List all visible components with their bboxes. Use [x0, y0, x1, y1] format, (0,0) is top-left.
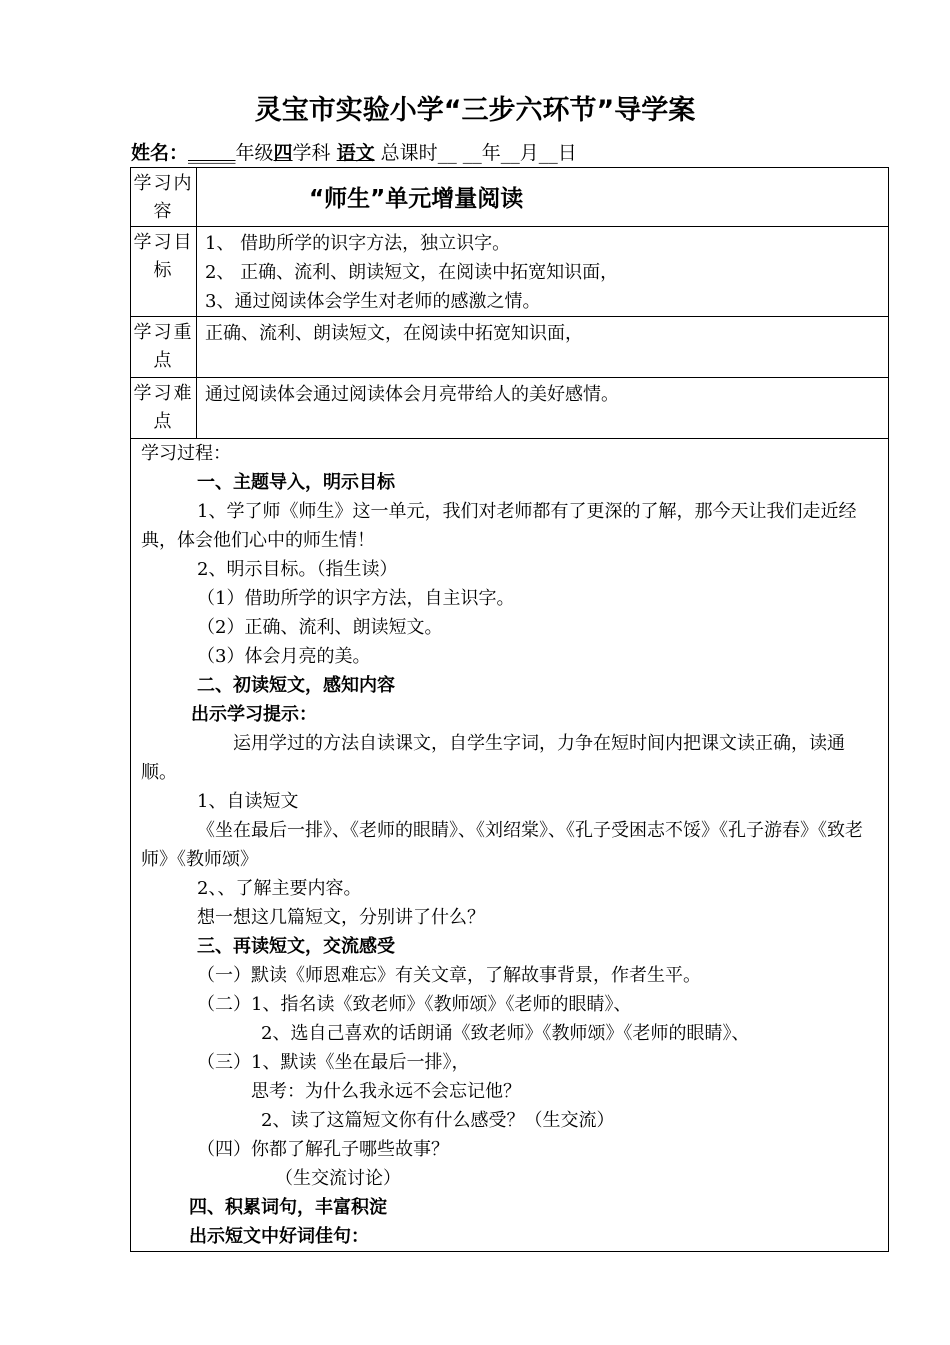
goal-item: 3、通过阅读体会学生对老师的感激之情。: [205, 291, 541, 312]
page-title: 灵宝市实验小学“三步六环节”导学案: [254, 95, 696, 126]
content-label: 学习内容: [131, 168, 197, 227]
paragraph: 想一想这几篇短文，分别讲了什么？: [197, 907, 485, 928]
month-blank: __: [500, 142, 520, 164]
paragraph: （3）体会月亮的美。: [197, 646, 371, 667]
content-value: “师生”单元增量阅读: [309, 186, 524, 212]
difficulty-label: 学习难点: [131, 378, 197, 439]
day-label: 日: [557, 142, 577, 164]
paragraph: 思考：为什么我永远不会忘记他？: [251, 1081, 521, 1102]
goal-item: 2、 正确、流利、朗读短文，在阅读中拓宽知识面，: [205, 262, 619, 283]
subject-value: 语文: [336, 142, 375, 164]
difficulty-row: [131, 378, 889, 439]
content-row: [131, 168, 889, 227]
paragraph: （生交流讨论）: [275, 1168, 401, 1189]
key-value: 正确、流利、朗读短文，在阅读中拓宽知识面，: [205, 323, 583, 344]
goal-label: 学习目标: [131, 227, 197, 317]
total-lessons-blank: __ __: [437, 142, 482, 164]
paragraph: （三）1、默读《坐在最后一排》，: [197, 1052, 470, 1073]
paragraph: 运用学过的方法自读课文，自学生字词，力争在短时间内把课文读正确，读通顺。: [141, 733, 845, 783]
section-heading: 一、主题导入，明示目标: [197, 472, 395, 493]
subject-label: 学科: [292, 142, 331, 164]
difficulty-value: 通过阅读体会通过阅读体会月亮带给人的美好感情。: [205, 384, 619, 405]
goal-cell: [197, 227, 889, 317]
process-cell: [131, 439, 889, 1252]
paragraph: 2、选自己喜欢的话朗诵《致老师》《教师颂》《老师的眼睛》、: [261, 1023, 750, 1044]
month-label: 月: [519, 142, 539, 164]
grade-value: 四: [273, 142, 293, 164]
section-heading: 四、积累词句，丰富积淀: [189, 1197, 387, 1218]
name-blank: _____: [188, 142, 236, 164]
difficulty-cell: [197, 378, 889, 439]
hint-heading: 出示学习提示：: [191, 704, 317, 725]
paragraph: （一）默读《师恩难忘》有关文章，了解故事背景，作者生平。: [197, 965, 701, 986]
key-label: 学习重点: [131, 317, 197, 378]
key-row: [131, 317, 889, 378]
paragraph: 2、、了解主要内容。: [197, 878, 362, 899]
process-row: [131, 439, 889, 1252]
process-label: 学习过程：: [141, 443, 231, 464]
paragraph: 1、自读短文: [197, 791, 299, 812]
paragraph: 2、读了这篇短文你有什么感受？（生交流）: [261, 1110, 615, 1131]
goal-row: [131, 227, 889, 317]
paragraph: 《坐在最后一排》、《老师的眼睛》、《刘绍棠》、《孔子受困志不馁》《孔子游春》《致老师》《教师颂》: [141, 820, 863, 870]
paragraph: （1）借助所学的识字方法，自主识字。: [197, 588, 515, 609]
content-cell: [197, 168, 889, 227]
day-blank: __: [538, 142, 558, 164]
student-info-line: [131, 138, 577, 165]
section-heading: 三、再读短文，交流感受: [197, 936, 395, 957]
paragraph: （二）1、指名读《致老师》《教师颂》《老师的眼睛》、: [197, 994, 632, 1015]
goal-item: 1、 借助所学的识字方法，独立识字。: [205, 233, 511, 254]
grade-label: 年级: [235, 142, 274, 164]
paragraph: （2）正确、流利、朗读短文。: [197, 617, 443, 638]
paragraph: 2、明示目标。（指生读）: [197, 559, 398, 580]
paragraph: （四）你都了解孔子哪些故事？: [197, 1139, 449, 1160]
year-label: 年: [481, 142, 501, 164]
total-lessons-label: 总课时: [380, 142, 438, 164]
name-label: 姓名：: [131, 142, 189, 164]
key-cell: [197, 317, 889, 378]
paragraph: 1、学了师《师生》这一单元，我们对老师都有了更深的了解，那今天让我们走近经典，体会他们心中的师生情！: [141, 501, 857, 551]
lesson-plan-table: [130, 167, 889, 1252]
hint-heading: 出示短文中好词佳句：: [189, 1226, 369, 1247]
section-heading: 二、初读短文，感知内容: [197, 675, 395, 696]
